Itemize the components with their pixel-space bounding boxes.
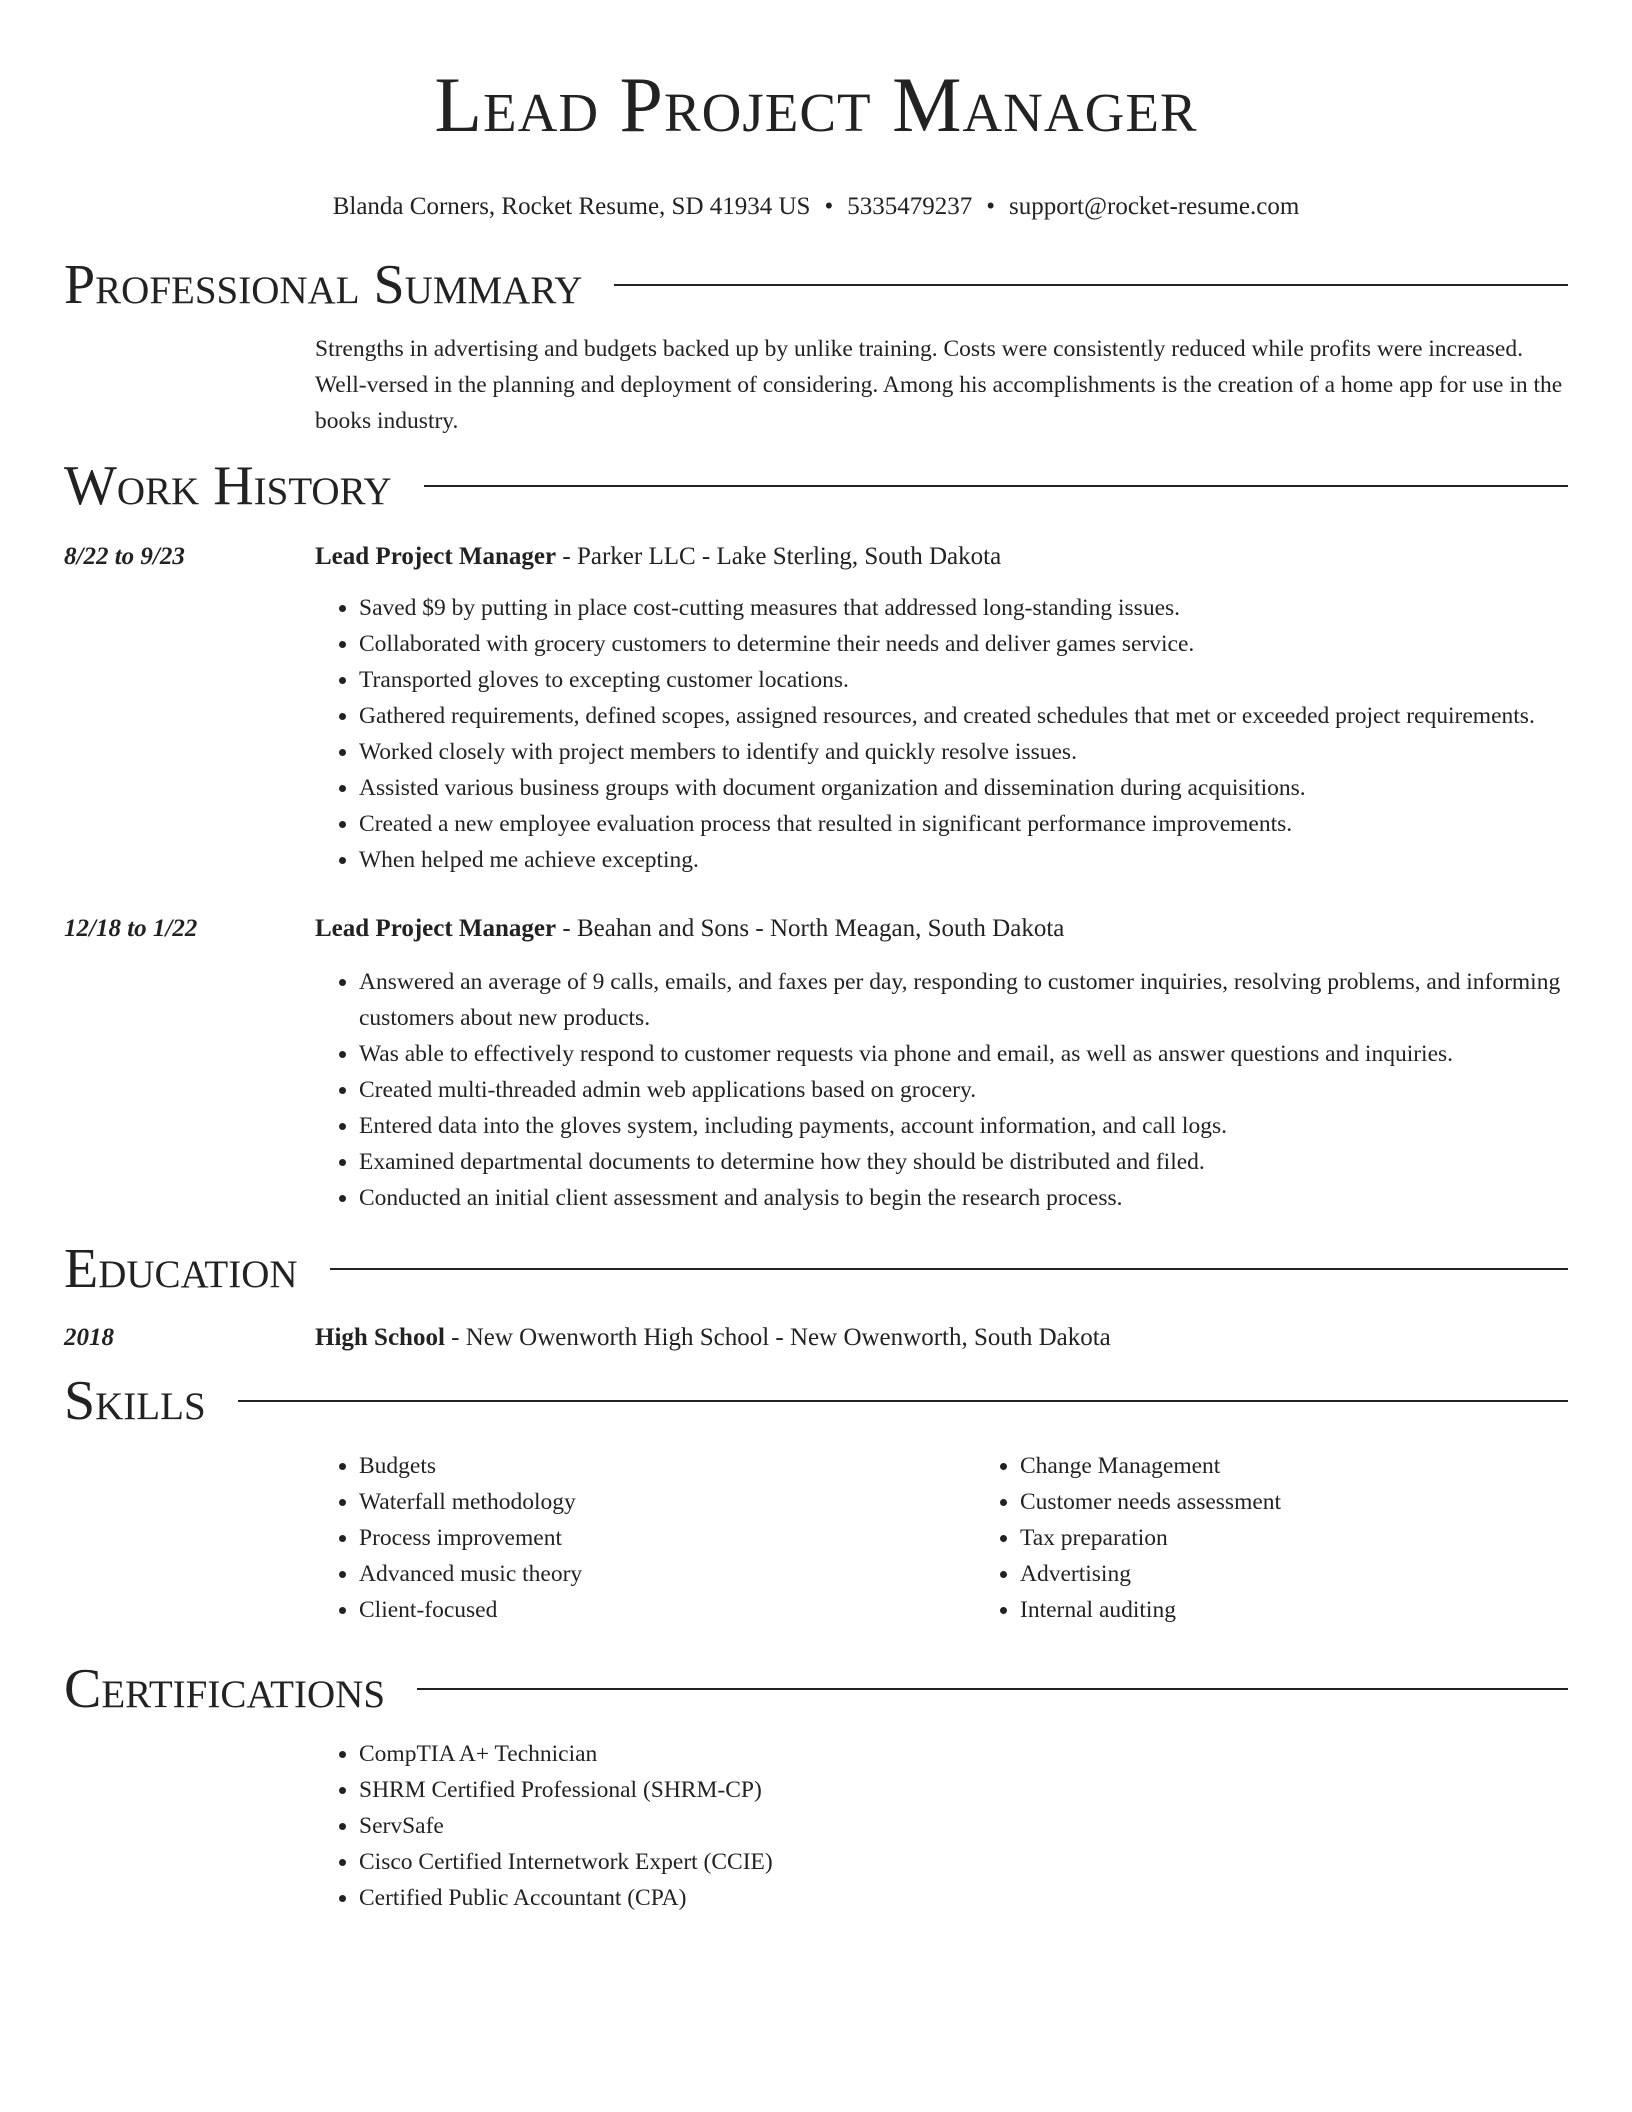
job-bullet: • Conducted an initial client assessment and analysis to begin the research process. [359,1180,1568,1216]
certification-item: • ServSafe [359,1808,1568,1844]
contact-phone: 5335479237 [847,193,973,220]
certifications-body [315,1736,1568,1916]
job-bullet: • Gathered requirements, defined scopes, assigned resources, and created schedules that met or exceeded project requirements. [359,698,1568,734]
skills-list-left [315,1448,976,1628]
skills-list-right [976,1448,1632,1628]
job-bullet: • Entered data into the gloves system, including payments, account information, and call logs. [359,1108,1568,1144]
job-bullet: • Created multi-threaded admin web applications based on grocery. [359,1072,1568,1108]
skills-section-title: Skills [64,1370,206,1432]
skill-item: • Budgets [359,1448,976,1484]
certifications-list [315,1736,1568,1916]
resume-name: Lead Project Manager [434,61,1198,148]
job-bullet: • Answered an average of 9 calls, emails, and faxes per day, responding to customer inquiries, resolving problems, and informing customers about new products. [359,964,1568,1036]
contact-separator: • [986,193,995,220]
job-bullet: • Worked closely with project members to identify and quickly resolve issues. [359,734,1568,770]
skills-section-header [64,1368,1568,1434]
skill-item: • Change Management [1020,1448,1632,1484]
job-body [315,539,1568,878]
contact-separator: • [824,193,834,220]
summary-section-header [64,252,1568,318]
skill-item: • Internal auditing [1020,1592,1632,1628]
certifications-row [64,1736,1568,1916]
work-section-title: Work History [64,455,392,517]
contact-email: support@rocket-resume.com [1008,193,1300,220]
skills-grid [315,1448,1632,1628]
summary-row [64,331,1568,439]
job-bullet: • Created a new employee evaluation process that resulted in significant performance improvements. [359,806,1568,842]
job-entry [64,911,1568,1216]
certification-item: • SHRM Certified Professional (SHRM-CP) [359,1772,1568,1808]
summary-spacer [64,331,315,439]
summary-text: Strengths in advertising and budgets backed up by unlike training. Costs were consistently reduced while profits were increased. Well-versed in the planning and deployment of considering. Among his accomplishments is the creation of a home app for use in the books industry. [315,336,1563,434]
education-section-title: Education [64,1238,298,1300]
skill-item: • Tax preparation [1020,1520,1632,1556]
contact-address: Blanda Corners, Rocket Resume, SD 41934 US [332,193,811,220]
job-bullet: • Was able to effectively respond to customer requests via phone and email, as well as answer questions and inquiries. [359,1036,1568,1072]
education-year: 2018 [64,1324,114,1351]
job-dates: 8/22 to 9/23 [64,543,185,570]
certifications-section-title: Certifications [64,1658,386,1720]
skill-item: • Advanced music theory [359,1556,976,1592]
work-section-header [64,453,1568,519]
education-heading [315,1320,1568,1356]
certifications-spacer [64,1736,315,1916]
job-bullets [315,590,1568,878]
certifications-section-header [64,1656,1568,1722]
skills-row [64,1448,1568,1628]
job-bullets [315,964,1568,1216]
education-degree: High School [315,1324,445,1351]
skill-item: • Advertising [1020,1556,1632,1592]
job-role: Lead Project Manager [315,543,557,570]
job-bullet: • When helped me achieve excepting. [359,842,1568,878]
section-divider [417,1688,1568,1690]
skill-item: • Client-focused [359,1592,976,1628]
job-details: - Beahan and Sons - North Meagan, South Dakota [556,915,1065,942]
certification-item: • CompTIA A+ Technician [359,1736,1568,1772]
job-bullet: • Saved $9 by putting in place cost-cutting measures that addressed long-standing issues. [359,590,1568,626]
certification-item: • Certified Public Accountant (CPA) [359,1880,1568,1916]
section-divider [330,1268,1568,1270]
education-body [315,1320,1568,1356]
job-bullet: • Examined departmental documents to determine how they should be distributed and filed. [359,1144,1568,1180]
job-entry [64,539,1568,878]
job-role: Lead Project Manager [315,915,557,942]
summary-section-title: Professional Summary [64,254,583,316]
skill-item: • Waterfall methodology [359,1484,976,1520]
skills-spacer [64,1448,315,1628]
section-divider [424,485,1568,487]
education-details: - New Owenworth High School - New Owenworth, South Dakota [444,1324,1111,1351]
education-entry [64,1320,1568,1356]
skill-item: • Process improvement [359,1520,976,1556]
job-details: - Parker LLC - Lake Sterling, South Dakota [556,543,1002,570]
education-section-header [64,1236,1568,1302]
job-heading [315,911,1568,947]
job-heading [315,539,1568,575]
skill-item: • Customer needs assessment [1020,1484,1632,1520]
job-body [315,911,1568,1216]
section-divider [614,284,1568,286]
job-bullet: • Transported gloves to excepting customer locations. [359,662,1568,698]
contact-line [64,190,1568,224]
resume-page [64,60,1568,1916]
certification-item: • Cisco Certified Internetwork Expert (CCIE) [359,1844,1568,1880]
section-divider [238,1400,1568,1402]
job-dates: 12/18 to 1/22 [64,915,198,942]
job-bullet: • Assisted various business groups with document organization and dissemination during acquisitions. [359,770,1568,806]
job-bullet: • Collaborated with grocery customers to determine their needs and deliver games service. [359,626,1568,662]
